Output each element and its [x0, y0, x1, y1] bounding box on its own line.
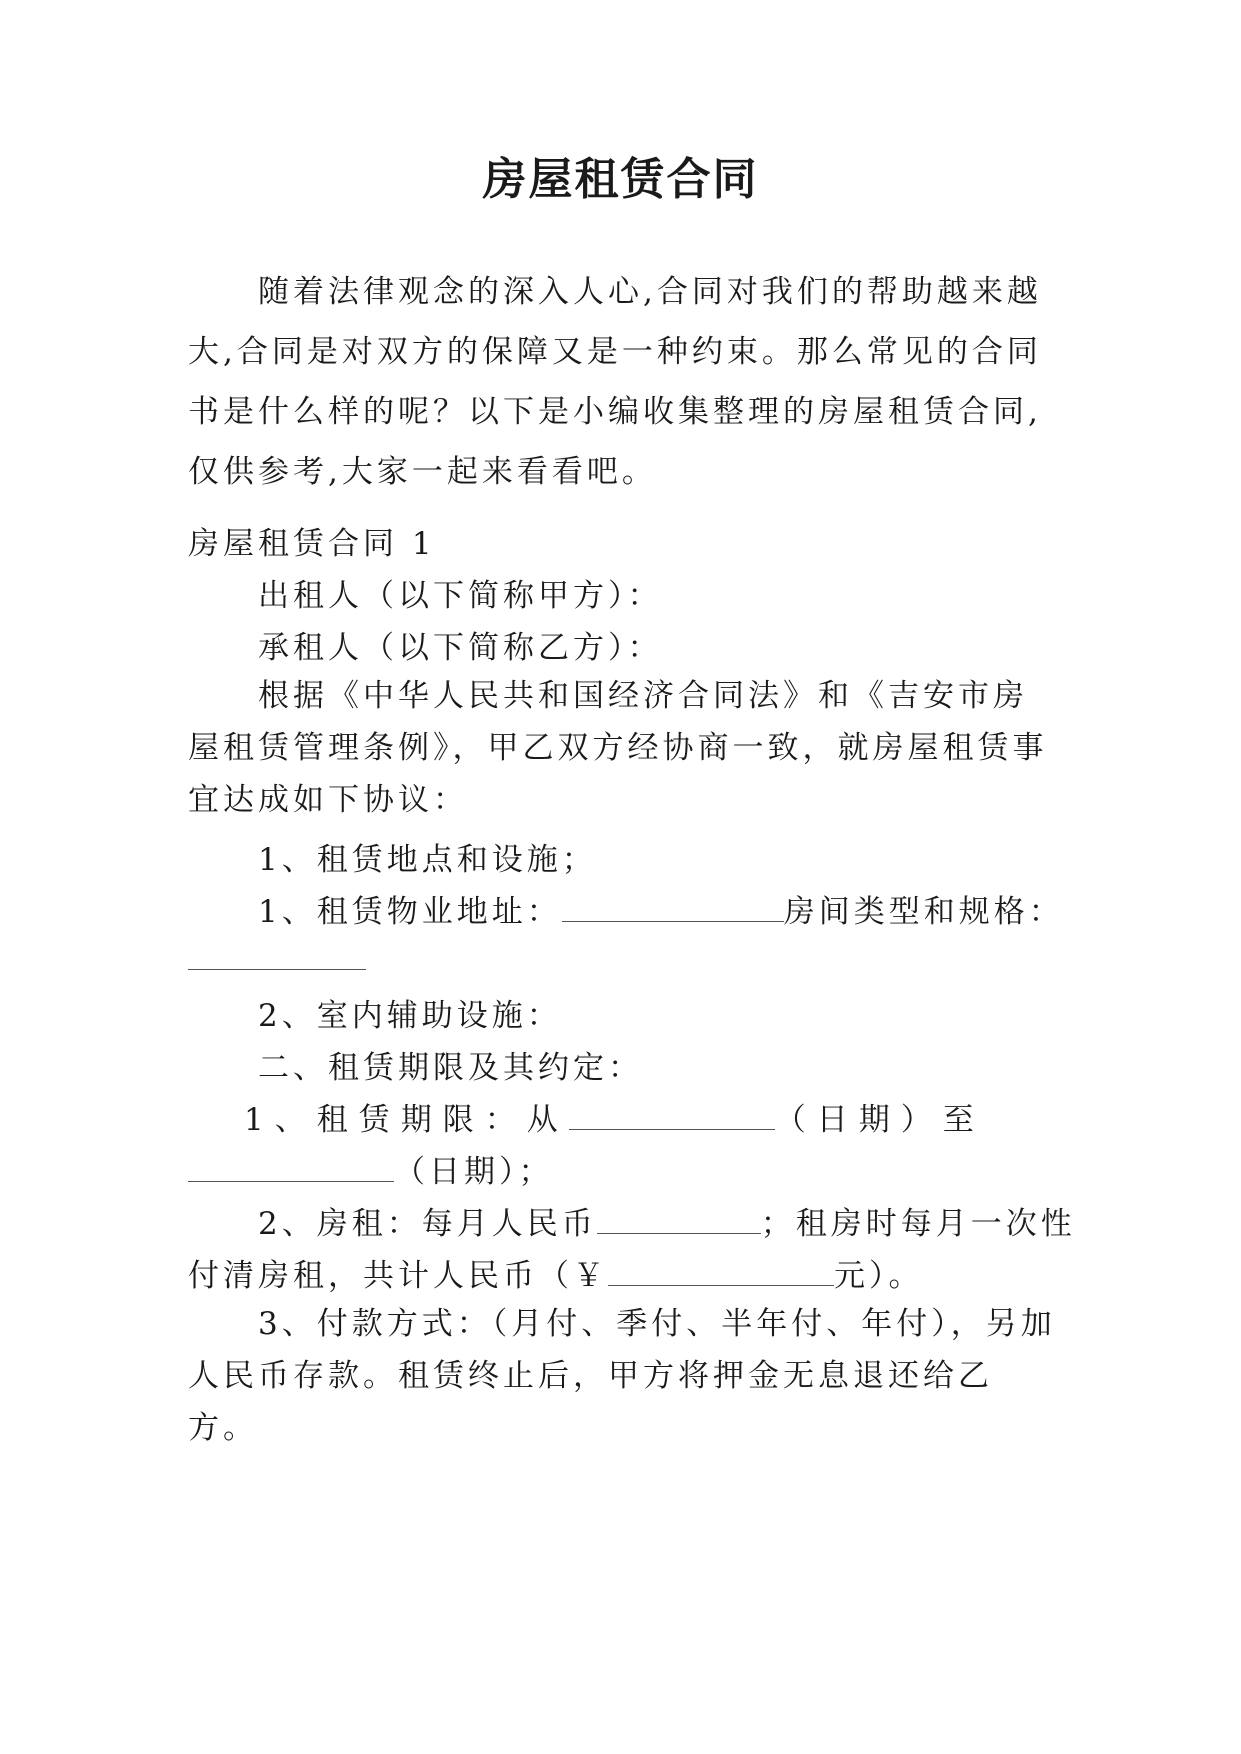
clause-2-2-cont: [188, 1246, 1058, 1306]
clause-1-heading: 1、租赁地点和设施；: [258, 842, 597, 878]
clause-2-heading: 二、租赁期限及其约定：: [258, 1050, 643, 1086]
lessee-line: 承租人（以下简称乙方）：: [258, 630, 663, 666]
clause-2-2-line: [188, 1194, 1076, 1254]
document-title: 房屋租赁合同: [482, 154, 759, 205]
clause-2-2-label-c: 付清房租，共计人民币（￥: [188, 1258, 608, 1294]
total-rent-blank: [608, 1251, 834, 1286]
room-type-blank: [188, 935, 366, 970]
clause-1-1-label-a: 1、租赁物业地址：: [258, 894, 562, 930]
clause-1-1-label-b: 房间类型和规格：: [783, 894, 1064, 930]
clause-2-2-label-d: 元）。: [834, 1258, 924, 1294]
clause-2-3-paragraph: 3、付款方式：（月付、季付、半年付、年付），另加人民币存款。租赁终止后，甲方将押金无息退还给乙方。: [188, 1306, 1056, 1446]
clause-2-2-label-a: 2、房租：每月人民币: [258, 1206, 597, 1242]
clause-2-1-line: [188, 1090, 1058, 1150]
end-date-blank: [188, 1147, 394, 1182]
address-blank: [562, 887, 784, 922]
clause-2-1-cont: [188, 1142, 1058, 1202]
clause-1-2-line: 2、室内辅助设施：: [258, 998, 562, 1034]
clause-2-1-label-c: （日期）；: [394, 1154, 554, 1190]
start-date-blank: [569, 1095, 775, 1130]
room-type-line: [188, 930, 1058, 990]
lessor-line: 出租人（以下简称甲方）：: [258, 578, 663, 614]
clause-2-1-label-a: 1、租赁期限：从: [244, 1102, 569, 1138]
intro-paragraph: 随着法律观念的深入人心,合同对我们的帮助越来越大,合同是对双方的保障又是一种约束。那么常见的合同书是什么样的呢？以下是小编收集整理的房屋租赁合同,仅供参考,大家一起来看看吧。: [188, 274, 1042, 490]
clause-2-2-label-b: ；租房时每月一次性: [760, 1206, 1076, 1242]
section-heading: 房屋租赁合同 1: [188, 526, 436, 562]
clause-2-1-label-b: （日期）至: [774, 1102, 985, 1138]
basis-paragraph: 根据《中华人民共和国经济合同法》和《吉安市房屋租赁管理条例》，甲乙双方经协商一致，就房屋租赁事宜达成如下协议：: [188, 678, 1048, 818]
monthly-rent-blank: [597, 1199, 761, 1234]
